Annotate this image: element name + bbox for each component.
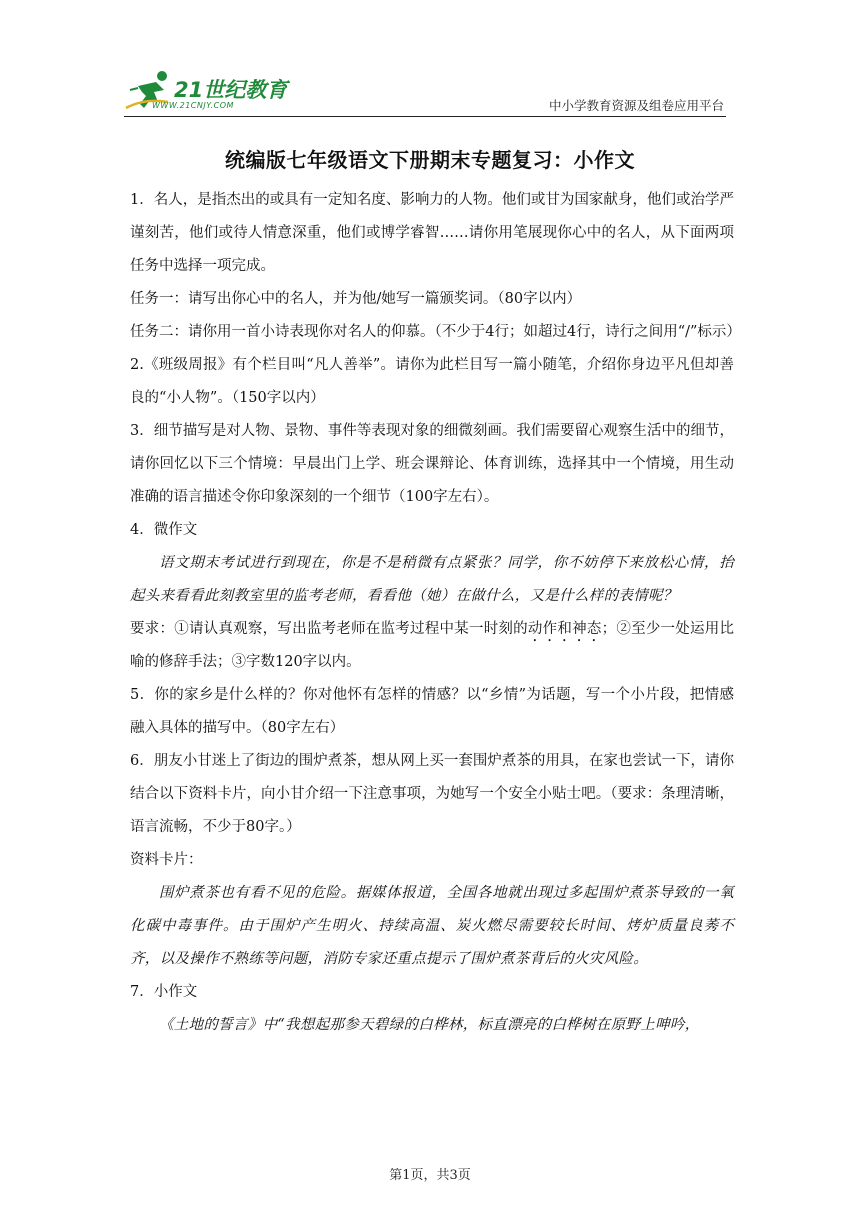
question-7-heading: 7．小作文 bbox=[130, 984, 198, 1000]
material-card-label: 资料卡片： bbox=[130, 852, 203, 868]
question-7-passage: 《土地的誓言》中“我想起那参天碧绿的白桦林，标直漂亮的白桦树在原野上呻吟， bbox=[159, 1017, 700, 1033]
page-number: 第1页，共3页 bbox=[389, 1168, 471, 1183]
question-6: 6．朋友小甘迷上了街边的围炉煮茶，想从网上买一套围炉煮茶的用具，在家也尝试一下，请你结合以下资料卡片，向小甘介绍一下注意事项，为她写一个安全小贴士吧。（要求：条理清晰，语言流畅，不少于80字。） bbox=[130, 753, 734, 835]
platform-name: 中小学教育资源及组卷应用平台 bbox=[548, 98, 724, 113]
page-title: 统编版七年级语文下册期末专题复习：小作文 bbox=[225, 148, 635, 172]
requirement-text-b: ；②至少一处运用比喻的修辞手法；③字数120字以内。 bbox=[130, 621, 735, 670]
question-1-task-2: 任务二：请你用一首小诗表现你对名人的仰慕。（不少于4行；如超过4行，诗行之间用“/”标示） bbox=[130, 324, 741, 340]
question-4-passage: 语文期末考试进行到现在，你是不是稍微有点紧张？同学，你不妨停下来放松心情，抬起头来看看此刻教室里的监考老师，看看他（她）在做什么，又是什么样的表情呢？ bbox=[130, 555, 734, 604]
material-card-text: 围炉煮茶也有看不见的危险。据媒体报道，全国各地就出现过多起围炉煮茶导致的一氧化碳中毒事件。由于围炉产生明火、持续高温、炭火燃尽需要较长时间、烤炉质量良莠不齐，以及操作不熟练等问题，消防专家还重点提示了围炉煮茶背后的火灾风险。 bbox=[130, 885, 734, 967]
question-4-heading: 4．微作文 bbox=[130, 522, 198, 538]
logo bbox=[124, 66, 294, 114]
requirement-text-a: 要求：①请认真观察，写出监考老师在监考过程中某一时刻的 bbox=[130, 621, 528, 637]
emphasized-text: 动作和神态 bbox=[527, 621, 602, 637]
logo-url: WWW.21CNJY.COM bbox=[152, 101, 234, 110]
page-header bbox=[124, 66, 726, 117]
question-5: 5．你的家乡是什么样的？你对他怀有怎样的情感？以“乡情”为话题，写一个小片段，把情感融入具体的描写中。（80字左右） bbox=[130, 687, 734, 736]
question-1: 1．名人，是指杰出的或具有一定知名度、影响力的人物。他们或甘为国家献身，他们或治学严谨刻苦，他们或待人情意深重，他们或博学睿智……请你用笔展现你心中的名人，从下面两项任务中选择一项完成。 bbox=[130, 192, 734, 274]
question-2: 2.《班级周报》有个栏目叫“凡人善举”。请你为此栏目写一篇小随笔，介绍你身边平凡但却善良的“小人物”。（150字以内） bbox=[130, 357, 734, 406]
question-3: 3．细节描写是对人物、景物、事件等表现对象的细微刻画。我们需要留心观察生活中的细节，请你回忆以下三个情境：早晨出门上学、班会课辩论、体育训练，选择其中一个情境，用生动准确的语言描述令你印象深刻的一个细节（100字左右）。 bbox=[130, 423, 734, 505]
question-1-task-1: 任务一：请写出你心中的名人，并为他/她写一篇颁奖词。（80字以内） bbox=[130, 291, 582, 307]
logo-text: 21世纪教育 bbox=[174, 78, 288, 102]
document-body bbox=[130, 184, 741, 1042]
question-4-requirements bbox=[130, 613, 734, 679]
